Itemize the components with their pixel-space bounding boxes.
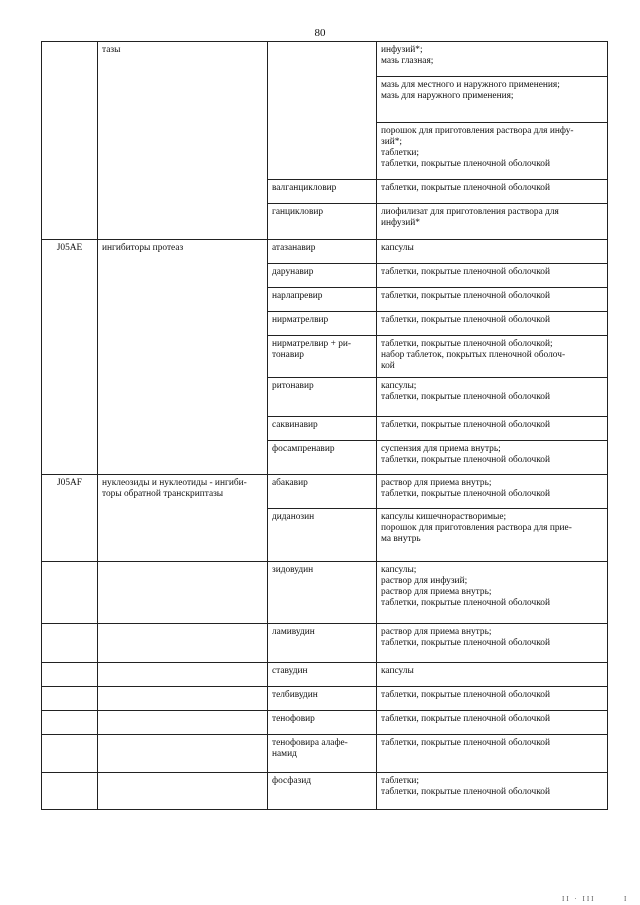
drug-name-cell: ритонавир <box>268 378 377 417</box>
dosage-form-cell: капсулы; раствор для инфузий; раствор для приема внутрь; таблетки, покрытые пленочной оболочкой <box>377 562 608 624</box>
table-row <box>42 475 608 509</box>
drug-name-cell: атазанавир <box>268 240 377 264</box>
group-name-cell <box>98 773 268 810</box>
drug-table <box>41 41 608 810</box>
table-row <box>42 562 608 624</box>
drug-name-cell: телбивудин <box>268 687 377 711</box>
drug-name-cell <box>268 42 377 180</box>
dosage-form-cell: таблетки, покрытые пленочной оболочкой <box>377 180 608 204</box>
drug-name-cell: саквинавир <box>268 417 377 441</box>
dosage-form-cell: таблетки, покрытые пленочной оболочкой <box>377 312 608 336</box>
atc-code-cell <box>42 687 98 711</box>
group-name-cell: тазы <box>98 42 268 240</box>
dosage-form-cell: таблетки, покрытые пленочной оболочкой; набор таблеток, покрытых пленочной оболоч- кой <box>377 336 608 378</box>
dosage-form-cell: таблетки, покрытые пленочной оболочкой <box>377 264 608 288</box>
drug-name-cell: тенофовир <box>268 711 377 735</box>
drug-name-cell: ганцикловир <box>268 204 377 240</box>
table-row <box>42 735 608 773</box>
atc-code-cell <box>42 773 98 810</box>
dosage-form-cell: мазь для местного и наружного применения; мазь для наружного применения; <box>377 77 608 123</box>
dosage-form-cell: порошок для приготовления раствора для инфу- зий*; таблетки; таблетки, покрытые пленочной оболочкой <box>377 123 608 180</box>
table-row <box>42 773 608 810</box>
dosage-form-cell: капсулы <box>377 240 608 264</box>
group-name-cell <box>98 624 268 663</box>
drug-name-cell: дарунавир <box>268 264 377 288</box>
atc-code-cell: J05AF <box>42 475 98 562</box>
drug-name-cell: диданозин <box>268 509 377 562</box>
group-name-cell <box>98 663 268 687</box>
drug-name-cell: тенофовира алафе- намид <box>268 735 377 773</box>
dosage-form-cell: таблетки, покрытые пленочной оболочкой <box>377 288 608 312</box>
drug-name-cell: зидовудин <box>268 562 377 624</box>
atc-code-cell <box>42 711 98 735</box>
dosage-form-cell: таблетки, покрытые пленочной оболочкой <box>377 711 608 735</box>
table-row <box>42 624 608 663</box>
dosage-form-cell: капсулы <box>377 663 608 687</box>
group-name-cell <box>98 735 268 773</box>
dosage-form-cell: таблетки; таблетки, покрытые пленочной оболочкой <box>377 773 608 810</box>
atc-code-cell <box>42 624 98 663</box>
drug-name-cell: абакавир <box>268 475 377 509</box>
dosage-form-cell: раствор для приема внутрь; таблетки, покрытые пленочной оболочкой <box>377 475 608 509</box>
dosage-form-cell: лиофилизат для приготовления раствора для инфузий* <box>377 204 608 240</box>
page-number: 80 <box>314 27 326 39</box>
drug-name-cell: фосфазид <box>268 773 377 810</box>
atc-code-cell <box>42 42 98 240</box>
dosage-form-cell: капсулы кишечнорастворимые; порошок для приготовления раствора для прие- ма внутрь <box>377 509 608 562</box>
scan-mark: II · III <box>562 895 596 903</box>
dosage-form-cell: суспензия для приема внутрь; таблетки, покрытые пленочной оболочкой <box>377 441 608 475</box>
atc-code-cell <box>42 663 98 687</box>
group-name-cell <box>98 562 268 624</box>
drug-name-cell: нирматрелвир <box>268 312 377 336</box>
drug-name-cell: ставудин <box>268 663 377 687</box>
group-name-cell: ингибиторы протеаз <box>98 240 268 475</box>
table-row <box>42 687 608 711</box>
dosage-form-cell: таблетки, покрытые пленочной оболочкой <box>377 735 608 773</box>
drug-name-cell: фосампренавир <box>268 441 377 475</box>
table-row <box>42 240 608 264</box>
dosage-form-cell: инфузий*; мазь глазная; <box>377 42 608 77</box>
drug-name-cell: валганцикловир <box>268 180 377 204</box>
drug-name-cell: нарлапревир <box>268 288 377 312</box>
scan-mark: I <box>624 895 627 903</box>
dosage-form-cell: раствор для приема внутрь; таблетки, покрытые пленочной оболочкой <box>377 624 608 663</box>
atc-code-cell: J05AE <box>42 240 98 475</box>
table-row <box>42 711 608 735</box>
drug-name-cell: нирматрелвир + ри- тонавир <box>268 336 377 378</box>
group-name-cell <box>98 687 268 711</box>
atc-code-cell <box>42 735 98 773</box>
drug-name-cell: ламивудин <box>268 624 377 663</box>
dosage-form-cell: таблетки, покрытые пленочной оболочкой <box>377 417 608 441</box>
dosage-form-cell: капсулы; таблетки, покрытые пленочной оболочкой <box>377 378 608 417</box>
table-row <box>42 42 608 77</box>
group-name-cell <box>98 711 268 735</box>
table-row <box>42 663 608 687</box>
group-name-cell: нуклеозиды и нуклеотиды - ингиби- торы обратной транскриптазы <box>98 475 268 562</box>
atc-code-cell <box>42 562 98 624</box>
dosage-form-cell: таблетки, покрытые пленочной оболочкой <box>377 687 608 711</box>
